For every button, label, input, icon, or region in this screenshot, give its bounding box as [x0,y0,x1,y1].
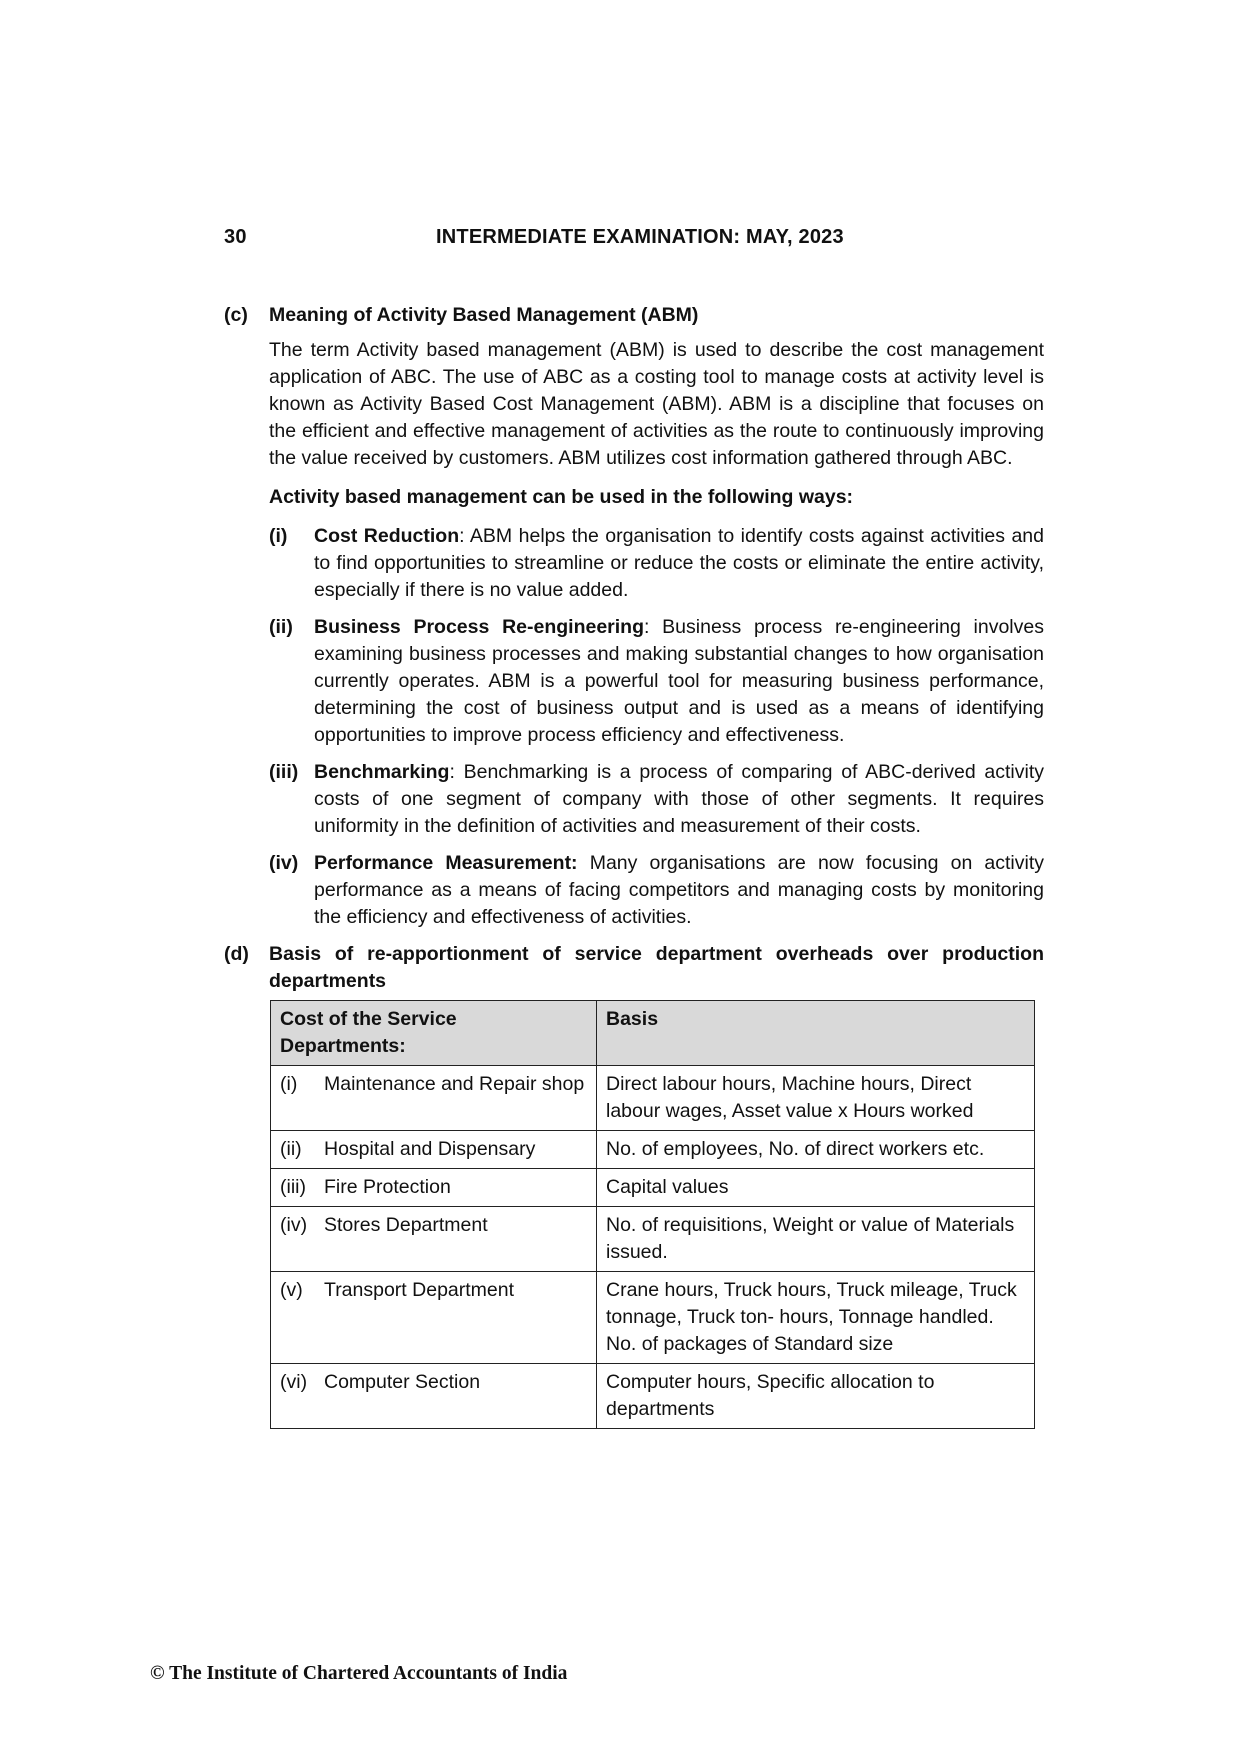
list-item-body: Many organisations are now focusing on activity performance as a means of facing competitors and managing costs by monitoring the efficiency and effectiveness of activities. [314,852,1045,928]
basis-cell: No. of requisitions, Weight or value of Materials issued. [597,1207,1035,1272]
department-cell [271,1169,597,1207]
section-d-heading-row [224,941,1044,997]
basis-cell: No. of employees, No. of direct workers etc. [597,1131,1035,1169]
table-row [271,1272,1035,1364]
list-item-separator: : [449,761,464,783]
list-item-label: (ii) [269,616,293,638]
basis-cell: Crane hours, Truck hours, Truck mileage, Truck tonnage, Truck ton- hours, Tonnage handled. No. of packages of Standard size [597,1272,1035,1364]
list-item-separator: : [459,525,470,547]
list-item-title: Cost Reduction [314,525,460,547]
table-row [271,1364,1035,1429]
list-item-separator [578,852,590,874]
table-row [271,1169,1035,1207]
department-cell [271,1066,597,1131]
department-name: Hospital and Dispensary [324,1138,536,1160]
column-header-department: Cost of the Service Departments: [271,1001,597,1066]
department-name: Transport Department [324,1279,515,1301]
list-item-title: Benchmarking [314,761,450,783]
section-c-heading-row [224,302,1044,330]
department-cell [271,1207,597,1272]
copyright-footer: © The Institute of Chartered Accountants of India [150,1663,568,1684]
list-item-label: (iv) [269,852,299,874]
basis-cell: Direct labour hours, Machine hours, Direct labour wages, Asset value x Hours worked [597,1066,1035,1131]
row-number: (vi) [280,1371,308,1393]
list-item-label: (iii) [269,761,299,783]
list-item-text [314,759,1044,840]
basis-cell: Computer hours, Specific allocation to departments [597,1364,1035,1429]
list-item-label: (i) [269,525,288,547]
section-d-heading: Basis of re-apportionment of service department overheads over production departments [269,943,1044,992]
department-cell [271,1364,597,1429]
basis-cell: Capital values [597,1169,1035,1207]
list-item-text [314,850,1044,931]
row-number: (iii) [280,1176,306,1198]
section-c-subheading: Activity based management can be used in the following ways: [269,486,854,508]
list-item-body: ABM helps the organisation to identify costs against activities and to find opportunities to streamline or reduce the costs or eliminate the entire activity, especially if there is no value added. [314,525,1044,601]
apportionment-basis-table [270,1000,1035,1429]
department-name: Maintenance and Repair shop [324,1073,585,1095]
section-c-label: (c) [224,304,248,326]
section-c-paragraph: The term Activity based management (ABM) is used to describe the cost management application of ABC. The use of ABC as a costing tool to manage costs at activity level is known as Activity Based Cost Management (ABM). ABM is a discipline that focuses on the efficient and effective management of activities as the route to continuously improving the value received by customers. ABM utilizes cost information gathered through ABC. [269,339,1044,469]
table-row [271,1066,1035,1131]
table-row [271,1131,1035,1169]
row-number: (i) [280,1073,298,1095]
table-header-row [271,1001,1035,1066]
table-row [271,1207,1035,1272]
page-number: 30 [224,226,247,248]
department-name: Fire Protection [324,1176,451,1198]
page-header-title: INTERMEDIATE EXAMINATION: MAY, 2023 [436,226,844,248]
list-item-body: Business process re-engineering involves examining business processes and making substantial changes to how organisation currently operates. ABM is a powerful tool for measuring business performance, determining the cost of business output and is used as a means of identifying opportunities to improve process efficiency and effectiveness. [314,616,1044,746]
department-name: Computer Section [324,1371,481,1393]
row-number: (v) [280,1279,303,1301]
column-header-basis: Basis [597,1001,1035,1066]
department-cell [271,1272,597,1364]
list-item-title: Business Process Re-engineering [314,616,645,638]
department-cell [271,1131,597,1169]
section-d-label: (d) [224,943,249,965]
row-number: (iv) [280,1214,308,1236]
list-item-text [314,614,1044,749]
row-number: (ii) [280,1138,302,1160]
list-item-text [314,523,1044,604]
list-item-title: Performance Measurement: [314,852,578,874]
section-c-heading: Meaning of Activity Based Management (ABM) [269,304,699,326]
department-name: Stores Department [324,1214,488,1236]
list-item-separator: : [644,616,663,638]
list-item-body: Benchmarking is a process of comparing of ABC-derived activity costs of one segment of company with those of other segments. It requires uniformity in the definition of activities and measurement of their costs. [314,761,1044,837]
